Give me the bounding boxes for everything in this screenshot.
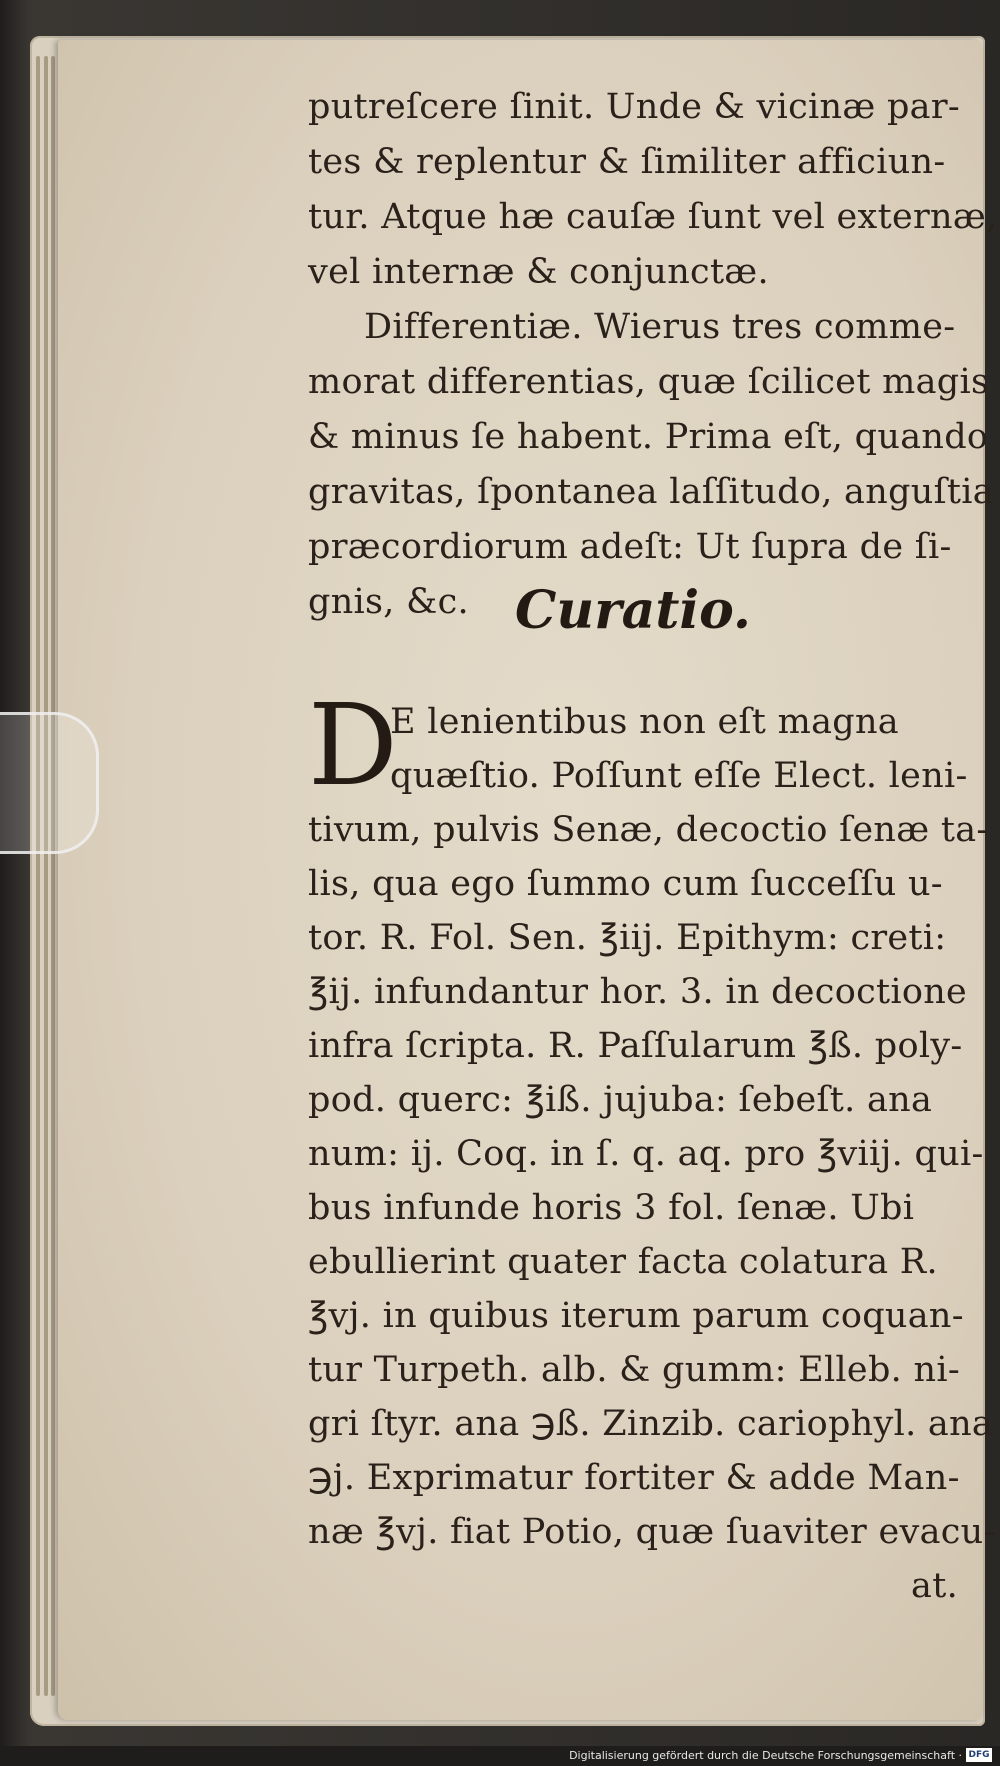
text-line: næ ℥vj. fiat Potio, quæ ſuaviter evacu- — [308, 1512, 996, 1552]
section-heading: Curatio. — [515, 580, 751, 641]
text-line: putreſcere ſinit. Unde & vicinæ par- — [308, 87, 961, 127]
text-line: gravitas, ſpontanea laſſitudo, anguſtia — [308, 472, 994, 512]
text-line: Differentiæ. Wierus tres comme- — [364, 307, 956, 347]
text-line: ℥vj. in quibus iterum parum coquan- — [308, 1296, 964, 1336]
drop-cap: D — [308, 681, 398, 811]
page-edge — [44, 56, 48, 1696]
text-line: tor. R. Fol. Sen. ℥iij. Epithym: creti: — [308, 918, 947, 958]
curatio-text — [308, 681, 996, 1613]
text-line: E lenientibus non eſt magna — [390, 702, 899, 742]
text-line: gnis, &c. — [308, 582, 469, 622]
text-line: num: ij. Coq. in ſ. q. aq. pro ℥viij. qui- — [308, 1134, 984, 1174]
text-line: tur Turpeth. alb. & gumm: Elleb. ni- — [308, 1350, 960, 1390]
page-clip — [0, 712, 99, 854]
text-line: infra ſcripta. R. Paſſularum ℥ß. poly- — [308, 1026, 963, 1066]
page-edge — [36, 56, 40, 1696]
text-line: morat differentias, quæ ſcilicet magis — [308, 362, 990, 402]
text-line: vel internæ & conjunctæ. — [308, 252, 769, 292]
text-line: tur. Atque hæ cauſæ ſunt vel externæ, — [308, 197, 998, 237]
text-line: & minus ſe habent. Prima eſt, quando — [308, 417, 989, 457]
text-line: ℈j. Exprimatur fortiter & adde Man- — [308, 1458, 960, 1498]
page-edge — [51, 56, 55, 1696]
body-text — [308, 80, 998, 630]
funding-notice: Digitalisierung gefördert durch die Deutsche Forschungsgemeinschaft · — [569, 1749, 962, 1762]
text-line: ebullierint quater facta colatura R. — [308, 1242, 938, 1282]
dfg-logo: DFG — [966, 1748, 992, 1762]
text-line: pod. querc: ℥iß. jujuba: ſebeſt. ana — [308, 1080, 933, 1120]
text-line: tes & replentur & ſimiliter afficiun- — [308, 142, 946, 182]
text-line: bus infunde horis 3 fol. ſenæ. Ubi — [308, 1188, 915, 1228]
text-line: at. — [911, 1566, 958, 1606]
text-line: quæſtio. Poſſunt eſſe Elect. leni- — [390, 756, 968, 796]
text-line: tivum, pulvis Senæ, decoctio ſenæ ta- — [308, 810, 989, 850]
text-line: lis, qua ego ſummo cum ſucceſſu u- — [308, 864, 943, 904]
text-line: præcordiorum adeſt: Ut ſupra de ſi- — [308, 527, 952, 567]
text-line: gri ſtyr. ana ℈ß. Zinzib. cariophyl. ana — [308, 1404, 994, 1444]
text-line: ℥ij. infundantur hor. 3. in decoctione — [308, 972, 968, 1012]
